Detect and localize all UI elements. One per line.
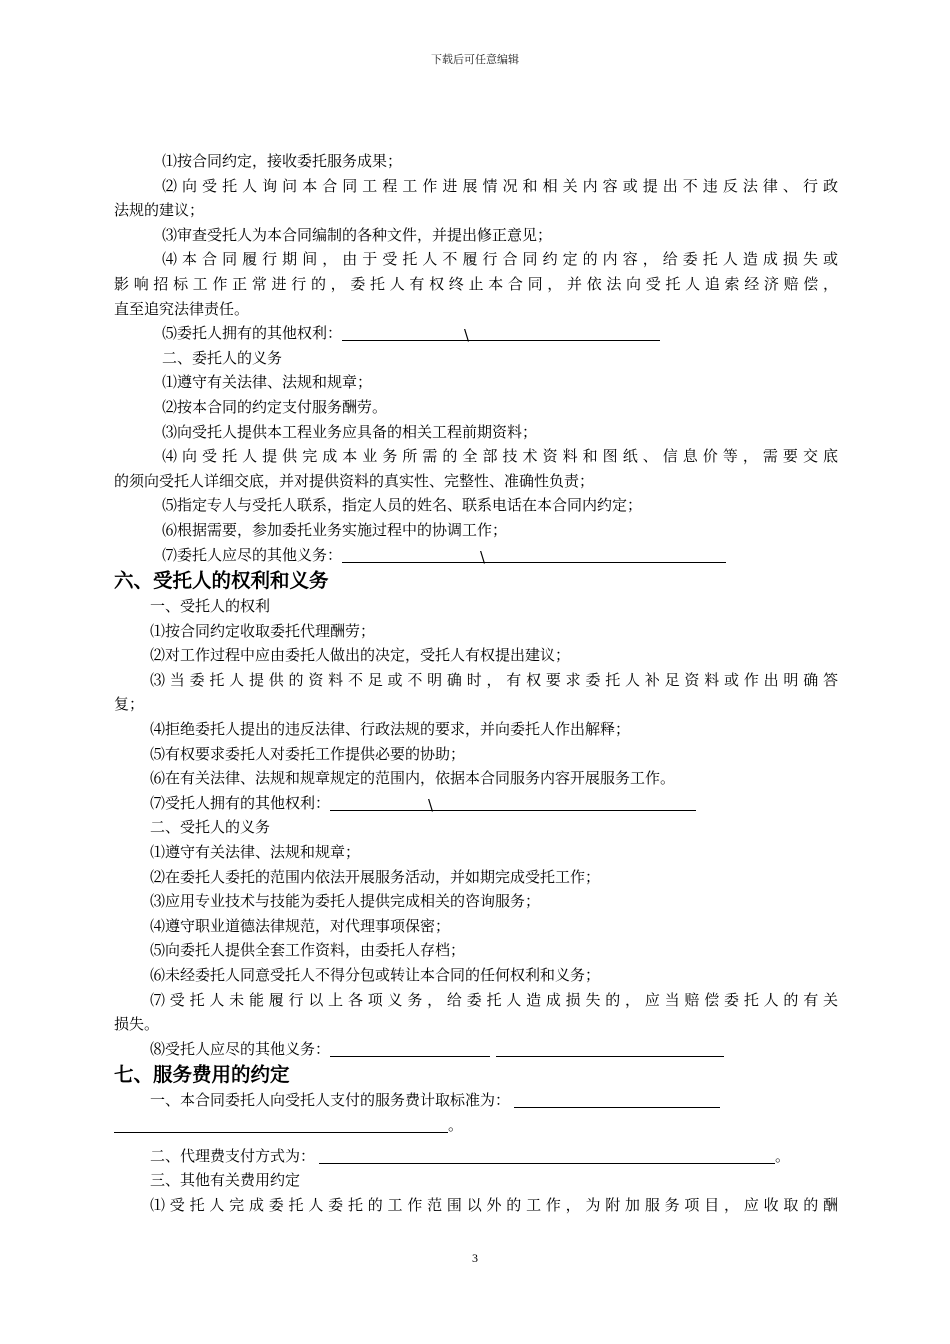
section-subheading: 二、委托人的义务 bbox=[162, 348, 283, 367]
text-line: ⑴按合同约定收取委托代理酬劳； bbox=[150, 621, 376, 640]
blank-field bbox=[514, 1092, 720, 1108]
field-label: 二、代理费支付方式为： bbox=[150, 1146, 316, 1165]
text-line: ⑶审查受托人为本合同编制的各种文件，并提出修正意见； bbox=[162, 225, 553, 244]
text-line bbox=[114, 321, 838, 346]
blank-field bbox=[330, 1041, 490, 1057]
text-line: ⑸向委托人提供全套工作资料，由委托人存档； bbox=[150, 941, 466, 960]
text-line: ⑴遵守有关法律、法规和规章； bbox=[162, 373, 373, 392]
text-line: ⑹在有关法律、法规和规章规定的范围内，依据本合同服务内容开展服务工作。 bbox=[150, 769, 676, 788]
text-line bbox=[114, 1088, 838, 1113]
page-header: 下载后可任意编辑 bbox=[431, 53, 519, 66]
blank-field bbox=[330, 795, 696, 814]
text-line: ⑴受托人完成委托人委托的工作范围以外的工作，为附加服务项目，应收取的酬 bbox=[150, 1195, 838, 1214]
text-line: ⑶当委托人提供的资料不足或不明确时，有权要求委托人补足资料或作出明确答 bbox=[150, 670, 838, 689]
field-label: ⑻受托人应尽的其他义务： bbox=[150, 1039, 331, 1058]
text-line: ⑺受托人未能履行以上各项义务，给委托人造成损失的，应当赔偿委托人的有关 bbox=[150, 990, 838, 1009]
text-line: ⑸有权要求委托人对委托工作提供必要的协助； bbox=[150, 744, 466, 763]
text-line: ⑵向受托人询问本合同工程工作进展情况和相关内容或提出不违反法律、行政 bbox=[162, 176, 838, 195]
blank-field bbox=[114, 1117, 448, 1133]
period-mark: 。 bbox=[775, 1146, 791, 1165]
text-line: 损失。 bbox=[114, 1015, 160, 1034]
text-line: ⑷本合同履行期间，由于受托人不履行合同约定的内容，给委托人造成损失或 bbox=[162, 250, 838, 269]
slash-mark: \ bbox=[464, 326, 470, 345]
text-line: ⑵在委托人委托的范围内依法开展服务活动，并如期完成受托工作； bbox=[150, 867, 601, 886]
text-line: ⑴按合同约定，接收委托服务成果； bbox=[162, 152, 403, 170]
field-label: ⑸委托人拥有的其他权利： bbox=[162, 324, 343, 343]
section-subheading: 一、受托人的权利 bbox=[150, 597, 271, 616]
text-line: ⑹根据需要，参加委托业务实施过程中的协调工作； bbox=[162, 520, 508, 539]
text-line: ⑵对工作过程中应由委托人做出的决定，受托人有权提出建议； bbox=[150, 646, 571, 665]
text-line: 直至追究法律责任。 bbox=[114, 299, 250, 318]
text-line: ⑸指定专人与受托人联系，指定人员的姓名、联系电话在本合同内约定； bbox=[162, 496, 643, 515]
field-label: ⑺委托人应尽的其他义务： bbox=[162, 545, 343, 564]
text-line: ⑷拒绝委托人提出的违反法律、行政法规的要求，并向委托人作出解释； bbox=[150, 720, 631, 739]
blank-field bbox=[342, 325, 660, 345]
slash-mark: \ bbox=[428, 795, 434, 814]
text-line bbox=[114, 1037, 838, 1062]
field-label: 一、本合同委托人向受托人支付的服务费计取标准为： bbox=[150, 1091, 511, 1110]
text-line bbox=[114, 1144, 838, 1169]
text-line: ⑶向受托人提供本工程业务应具备的相关工程前期资料； bbox=[162, 422, 538, 441]
text-line: 法规的建议； bbox=[114, 201, 205, 220]
page-number: 3 bbox=[472, 1251, 478, 1265]
text-line bbox=[114, 1113, 838, 1138]
text-line: ⑷遵守职业道德法律规范，对代理事项保密； bbox=[150, 916, 451, 935]
period-mark: 。 bbox=[448, 1115, 464, 1134]
document-body bbox=[114, 149, 838, 1217]
section-subheading: 三、其他有关费用约定 bbox=[150, 1171, 301, 1190]
slash-mark: \ bbox=[480, 547, 486, 566]
blank-field bbox=[342, 547, 726, 566]
text-line: ⑹未经委托人同意受托人不得分包或转让本合同的任何权利和义务； bbox=[150, 966, 601, 984]
text-line: 影响招标工作正常进行的，委托人有权终止本合同，并依法向受托人追索经济赔偿， bbox=[114, 274, 838, 293]
section-subheading: 二、受托人的义务 bbox=[150, 818, 271, 837]
text-line: ⑴遵守有关法律、法规和规章； bbox=[150, 843, 361, 862]
field-label: ⑺受托人拥有的其他权利： bbox=[150, 793, 331, 812]
text-line: 复； bbox=[114, 695, 145, 714]
section-heading-6: 六、受托人的权利和义务 bbox=[114, 569, 329, 593]
text-line: ⑵按本合同的约定支付服务酬劳。 bbox=[162, 397, 388, 416]
text-line bbox=[114, 791, 838, 816]
section-heading-7: 七、服务费用的约定 bbox=[114, 1063, 290, 1087]
blank-field bbox=[496, 1041, 724, 1057]
text-line: ⑷向受托人提供完成本业务所需的全部技术资料和图纸、信息价等，需要交底 bbox=[162, 447, 838, 466]
text-line: ⑶应用专业技术与技能为委托人提供完成相关的咨询服务； bbox=[150, 892, 541, 911]
text-line bbox=[114, 543, 838, 568]
text-line: 的须向受托人详细交底，并对提供资料的真实性、完整性、准确性负责； bbox=[114, 471, 595, 490]
blank-field bbox=[319, 1148, 775, 1164]
